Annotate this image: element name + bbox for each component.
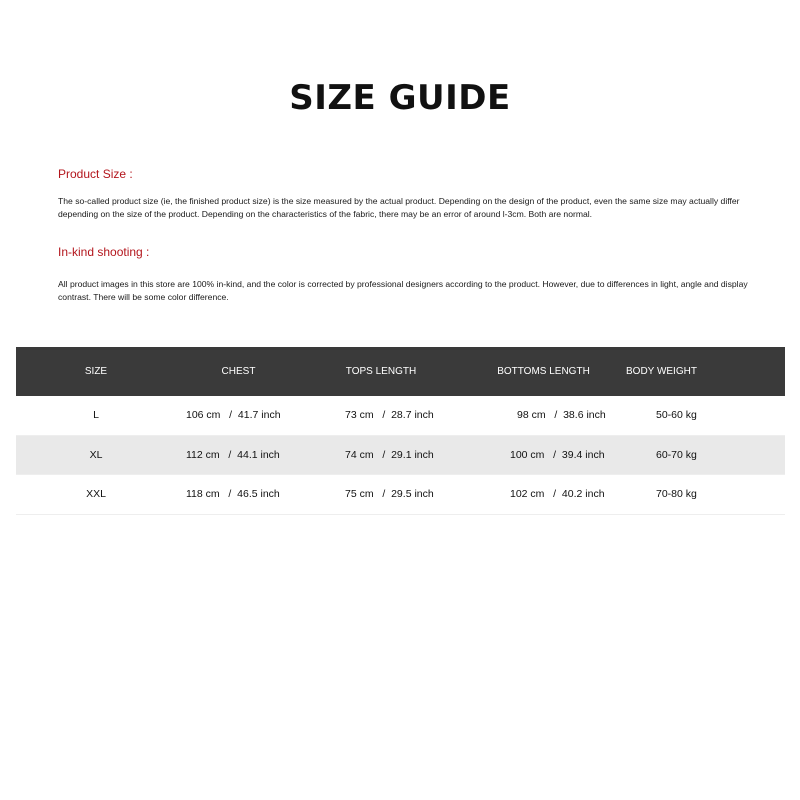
header-bottoms-length: BOTTOMS LENGTH — [497, 366, 590, 377]
table-row — [16, 475, 785, 515]
product-size-heading: Product Size : — [58, 167, 133, 181]
cell-size: XL — [89, 448, 103, 461]
cell-chest: 112 cm / 44.1 inch — [186, 448, 280, 461]
cell-tops-length: 74 cm / 29.1 inch — [345, 448, 434, 461]
header-size: SIZE — [84, 366, 108, 377]
cell-body-weight: 60-70 kg — [656, 448, 697, 461]
table-row — [16, 396, 785, 436]
cell-bottoms-length: 98 cm / 38.6 inch — [517, 409, 606, 422]
cell-tops-length: 73 cm / 28.7 inch — [345, 409, 434, 422]
in-kind-shooting-heading: In-kind shooting : — [58, 245, 150, 259]
cell-body-weight: 70-80 kg — [656, 488, 697, 501]
cell-tops-length: 75 cm / 29.5 inch — [345, 488, 434, 501]
size-table — [16, 347, 785, 515]
header-chest: CHEST — [221, 366, 256, 377]
product-size-text: The so-called product size (ie, the finished product size) is the size measured by the actual product. Depending on the design of the product, even the same size may actually differ depending on the size of the product. Depending on the characteristics of the fabric, there may be an error of around l-3cm. Both are normal. — [58, 196, 740, 219]
in-kind-shooting-text: All product images in this store are 100% in-kind, and the color is corrected by professional designers according to the product. However, due to differences in light, angle and display contrast. There will be some color difference. — [58, 279, 748, 302]
cell-chest: 118 cm / 46.5 inch — [186, 488, 280, 501]
cell-size: XXL — [86, 488, 106, 501]
header-tops-length: TOPS LENGTH — [345, 366, 417, 377]
table-row — [16, 436, 785, 476]
cell-chest: 106 cm / 41.7 inch — [186, 409, 281, 422]
header-body-weight: BODY WEIGHT — [626, 366, 697, 377]
cell-size: L — [93, 409, 99, 422]
cell-body-weight: 50-60 kg — [656, 409, 697, 422]
table-header-row — [16, 347, 785, 396]
page-title: SIZE GUIDE — [289, 78, 511, 118]
cell-bottoms-length: 102 cm / 40.2 inch — [510, 488, 605, 501]
cell-bottoms-length: 100 cm / 39.4 inch — [510, 448, 605, 461]
